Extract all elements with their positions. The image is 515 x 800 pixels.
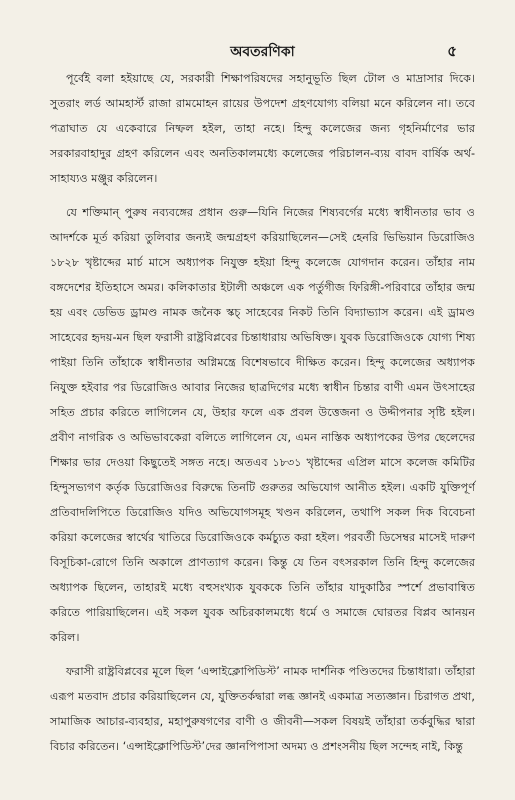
paragraph-2: যে শক্তিমান্ পুরুষ নব্যবঙ্গের প্রধান গুরু—যিনি নিজের শিষ্যবর্গের মধ্যে স্বাধীনতার ভাব ও আদর্শকে মূর্ত করিয়া তুলিবার জন্যই জন্মগ্রহণ করিয়াছিলেন—সেই হেনরি ভিভিয়ান ডিরোজিও ১৮২৮ খৃষ্টাব্দের মার্চ মাসে অধ্যাপক নিযুক্ত হইয়া হিন্দু কলেজে যোগদান করেন। তাঁহার নাম বঙ্গদেশের ইতিহাসে অমর। কলিকাতার ইটালী অঞ্চলে এক পর্তুগীজ ফিরিঙ্গী-পরিবারে তাঁহার জন্ম হয় এবং ডেভিড ড্রামণ্ড নামক জনৈক স্কচ্ সাহেবের নিকট তিনি বিদ্যাভ্যাস করেন। এই ড্রামণ্ড সাহেবের হৃদয়-মন ছিল ফরাসী রাষ্ট্রবিপ্লবের চিন্তাধারায় অভিষিক্ত। যুবক ডিরোজিওকে যোগ্য শিষ্য পাইয়া তিনি তাঁহাকে স্বাধীনতার অগ্নিমন্ত্রে বিশেষভাবে দীক্ষিত করেন। হিন্দু কলেজের অধ্যাপক নিযুক্ত হইবার পর ডিরোজিও আবার নিজের ছাত্রদিগের মধ্যে স্বাধীন চিন্তার বাণী এমন উৎসাহের সহিত প্রচার করিতে লাগিলেন যে, উহার ফলে এক প্রবল উত্তেজনা ও উদ্দীপনার সৃষ্টি হইল। প্রবীণ নাগরিক ও অভিভাবকেরা বলিতে লাগিলেন যে, এমন নাস্তিক অধ্যাপকের উপর ছেলেদের শিক্ষার ভার দেওয়া কিছুতেই সঙ্গত নহে। অতএব ১৮৩১ খৃষ্টাব্দের এপ্রিল মাসে কলেজ কমিটির হিন্দুসভ্যগণ কর্তৃক ডিরোজিওর বিরুদ্ধে তিনটি গুরুতর অভিযোগ আনীত হইল। একটি যুক্তিপূর্ণ প্রতিবাদলিপিতে ডিরোজিও যদিও অভিযোগসমূহ খণ্ডন করিলেন, তথাপি সকল দিক বিবেচনা করিয়া কলেজের স্বার্থের খাতিরে ডিরোজিওকে কর্মচ্যুত করা হইল। পরবর্তী ডিসেম্বর মাসেই দারুণ বিসূচিকা-রোগে তিনি অকালে প্রাণত্যাগ করেন। কিন্তু যে তিন বৎসরকাল তিনি হিন্দু কলেজের অধ্যাপক ছিলেন, তাহারই মধ্যে বহুসংখ্যক যুবককে তিনি তাঁহার যাদুকাঠির স্পর্শে প্রভাবান্বিত করিতে পারিয়াছিলেন। এই সকল যুবক অচিরকালমধ্যে ধর্মে ও সমাজে ঘোরতর বিপ্লব আনয়ন করিল।	[50, 206, 475, 644]
chapter-title: অবতরণিকা	[230, 44, 295, 60]
paragraph-1: পূর্বেই বলা হইয়াছে যে, সরকারী শিক্ষাপরিষদের সহানুভূতি ছিল টোল ও মাদ্রাসার দিকে। সুতরাং লর্ড আমহার্স্ট রাজা রামমোহন রায়ের উপদেশ গ্রহণযোগ্য বলিয়া মনে করিলেন না। তবে পত্রাঘাত যে একেবারে নিষ্ফল হইল, তাহা নহে। হিন্দু কলেজের জন্য গৃহনির্মাণের ভার সরকারবাহাদুর গ্রহণ করিলেন এবং অনতিকালমধ্যে কলেজের পরিচালন-ব্যয় বাবদ বার্ষিক অর্থ-সাহায্যও মঞ্জুর করিলেন।	[50, 72, 475, 185]
paragraph-3: ফরাসী রাষ্ট্রবিপ্লবের মূলে ছিল ‘এন্সাইক্লোপিডিস্ট’ নামক দার্শনিক পণ্ডিতদের চিন্তাধারা। তাঁহারা এরূপ মতবাদ প্রচার করিয়াছিলেন যে, যুক্তিতর্কদ্বারা লব্ধ জ্ঞানই একমাত্র সত্যজ্ঞান। চিরাগত প্রথা, সামাজিক আচার-ব্যবহার, মহাপুরুষগণের বাণী ও জীবনী—সকল বিষয়ই তাঁহারা তর্কবুদ্ধির দ্বারা বিচার করিতেন। ‘এন্সাইক্লোপিডিস্ট’দের জ্ঞানপিপাসা অদম্য ও প্রশংসনীয় ছিল সন্দেহ নাই, কিন্তু	[50, 665, 475, 753]
running-header	[50, 40, 475, 62]
page-number: ৫	[447, 42, 457, 60]
